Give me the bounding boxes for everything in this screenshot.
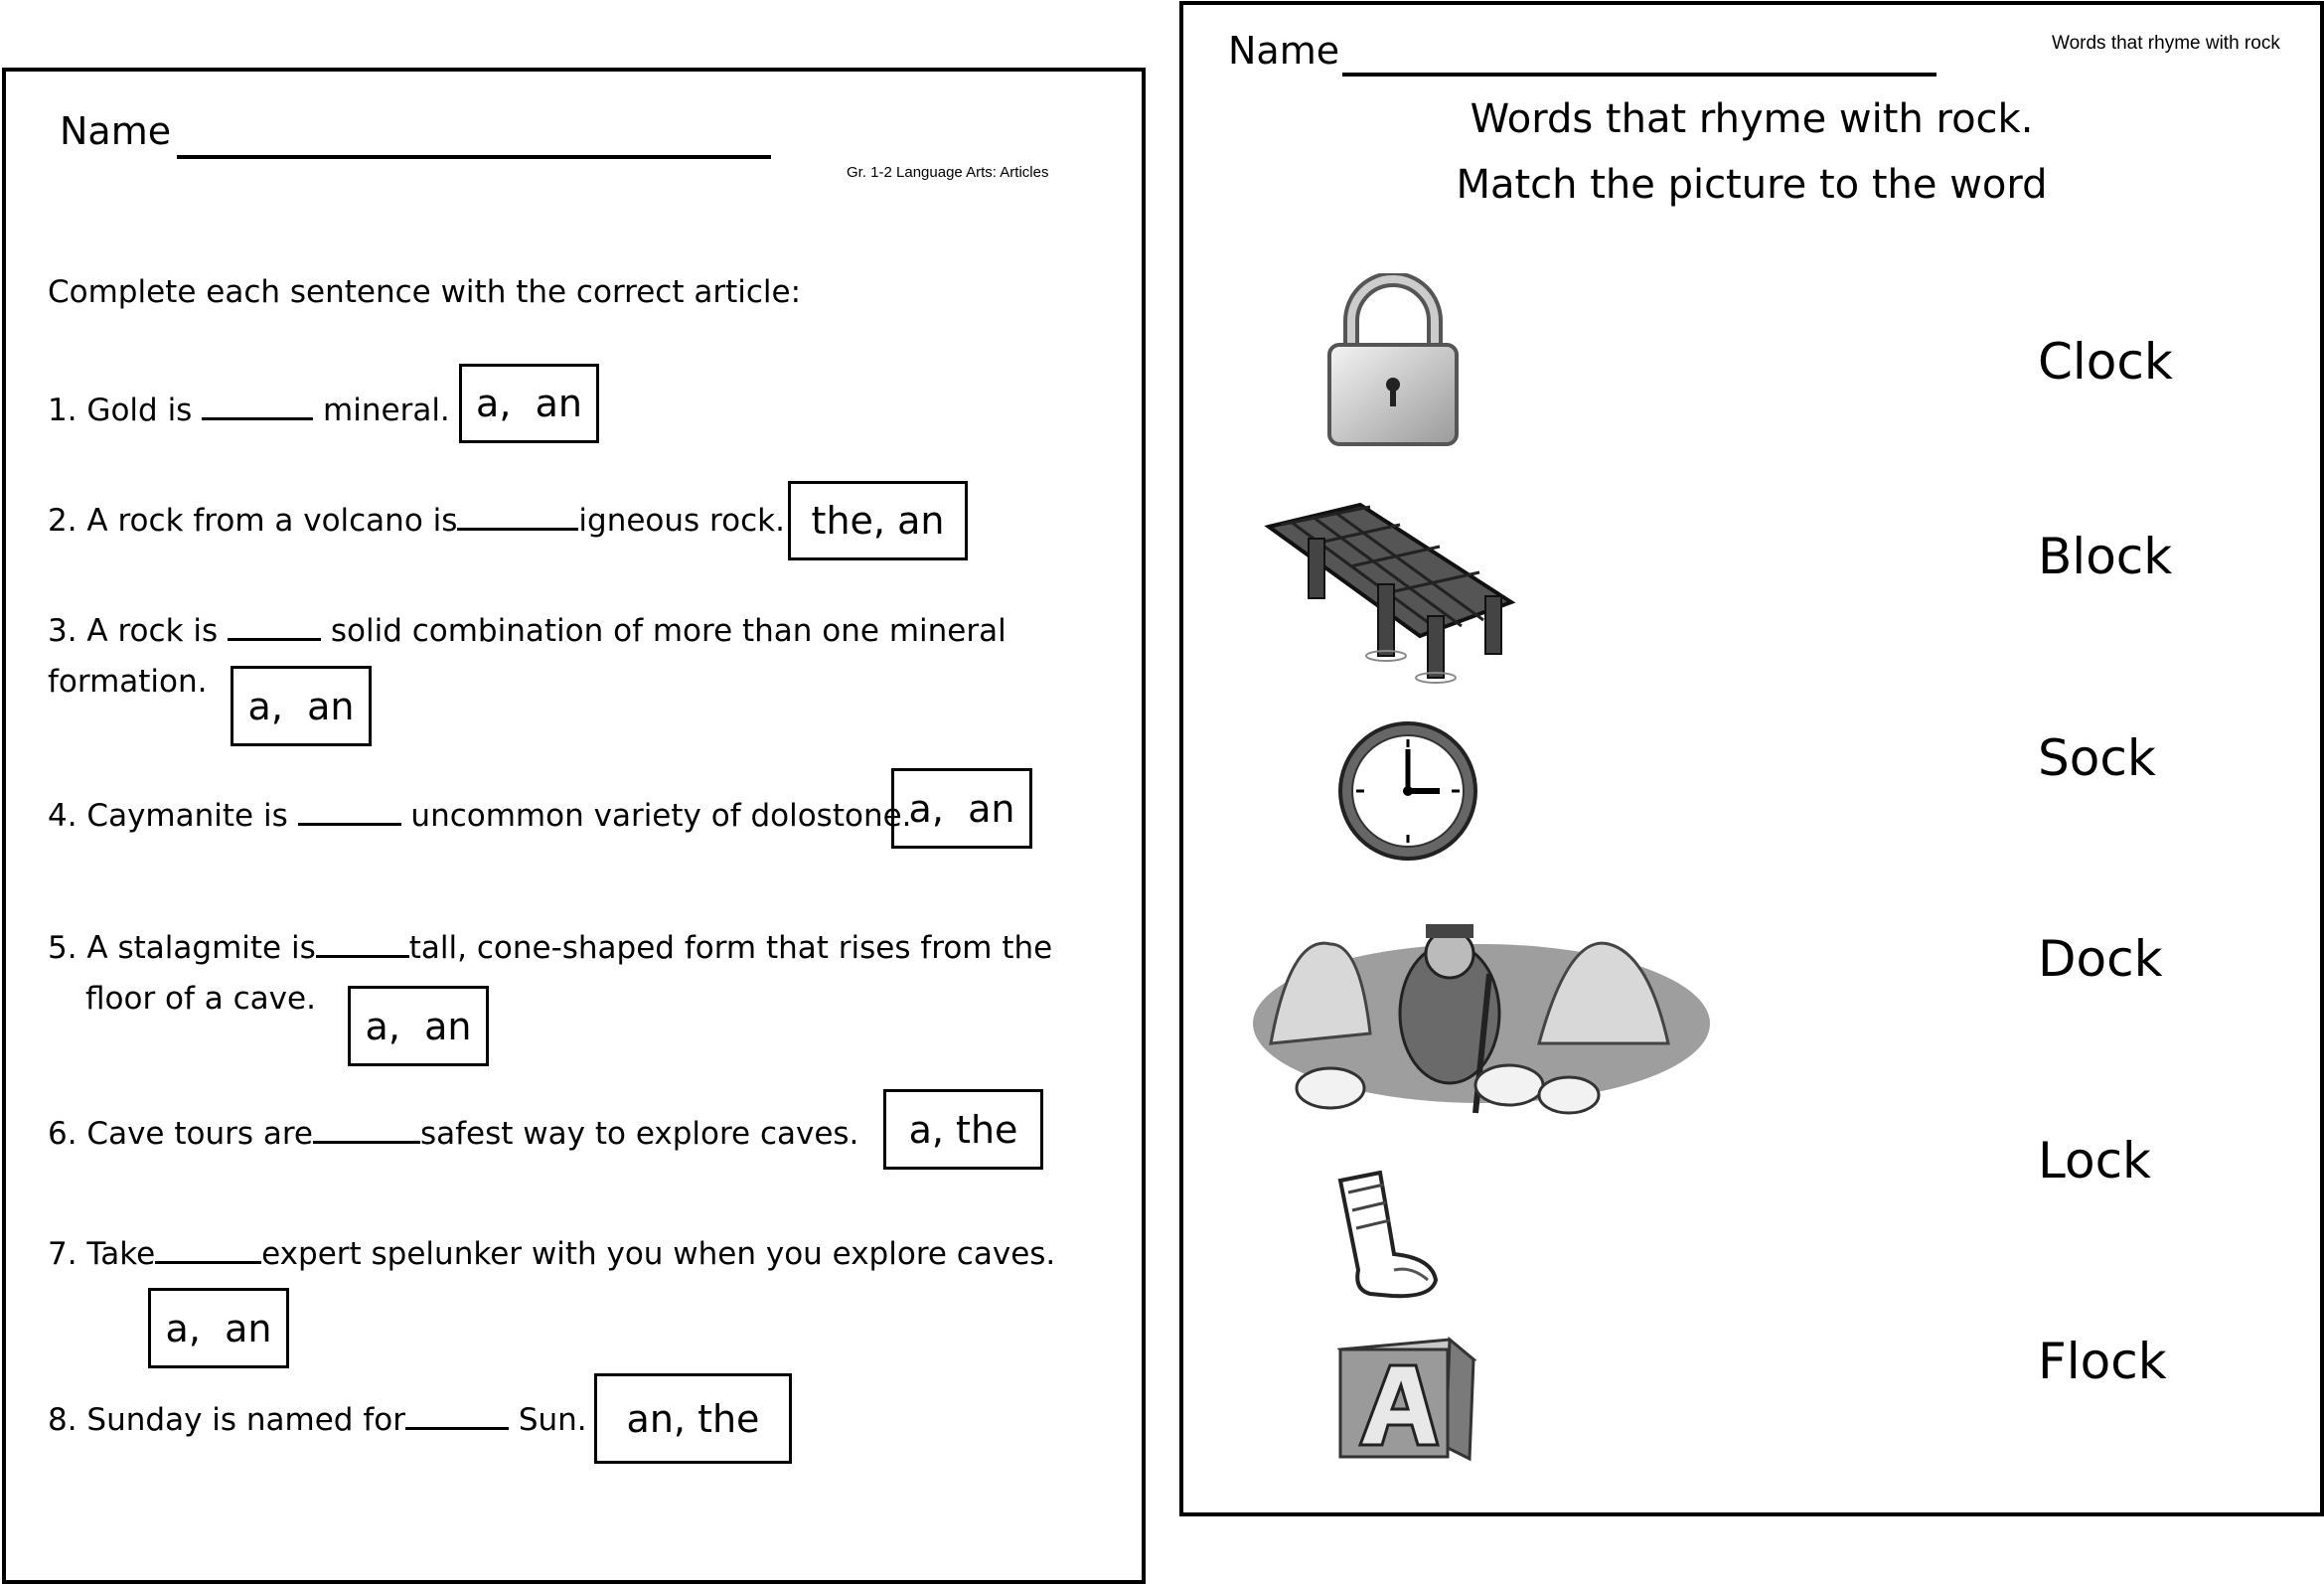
choice-box-6: a, the (883, 1089, 1043, 1170)
sock-icon (1332, 1171, 1442, 1302)
articles-worksheet (2, 68, 1146, 1584)
name-label: Name (60, 109, 172, 153)
question-5: 5. A stalagmite is tall, cone-shaped form that rises from the (48, 927, 1052, 966)
title-line-1: Words that rhyme with rock. (1470, 96, 2034, 142)
answer-blank-5[interactable] (316, 927, 409, 958)
choice-box-2: the, an (788, 481, 968, 560)
word-3: Sock (2038, 729, 2156, 787)
question-2: 2. A rock from a volcano is igneous rock. (48, 500, 785, 539)
name-line (1342, 73, 1937, 77)
choice-box-3: a, an (231, 666, 372, 746)
answer-blank-1[interactable] (202, 390, 313, 420)
answer-blank-4[interactable] (298, 795, 401, 826)
answer-blank-3[interactable] (228, 610, 321, 641)
choice-box-1: a, an (459, 364, 599, 443)
name-label: Name (1228, 29, 1340, 73)
course-label: Gr. 1-2 Language Arts: Articles (847, 164, 1049, 181)
question-4: 4. Caymanite is uncommon variety of dolostone. (48, 795, 912, 834)
choice-box-7: a, an (148, 1288, 289, 1368)
flock-icon (1251, 914, 1712, 1125)
answer-blank-8[interactable] (405, 1399, 509, 1430)
question-5-continued: floor of a cave. (85, 981, 316, 1017)
answer-blank-2[interactable] (457, 500, 578, 531)
question-1: 1. Gold is mineral. (48, 390, 450, 428)
word-6: Flock (2038, 1333, 2167, 1390)
block-icon (1330, 1330, 1479, 1469)
question-7: 7. Take expert spelunker with you when you explore caves. (48, 1233, 1055, 1272)
header-note: Words that rhyme with rock (2052, 33, 2280, 54)
word-1: Clock (2038, 333, 2173, 391)
rhyme-worksheet (1179, 1, 2324, 1516)
clock-icon (1336, 719, 1479, 863)
choice-box-5: a, an (348, 986, 489, 1066)
word-4: Dock (2038, 930, 2163, 988)
choice-box-8: an, the (594, 1373, 792, 1464)
question-8: 8. Sunday is named for Sun. (48, 1399, 587, 1438)
question-3-continued: formation. (48, 664, 208, 700)
question-3: 3. A rock is solid combination of more than one mineral (48, 610, 1007, 649)
answer-blank-7[interactable] (155, 1233, 261, 1264)
name-line (177, 155, 771, 159)
title-line-2: Match the picture to the word (1456, 162, 2048, 208)
dock-icon (1251, 497, 1527, 686)
choice-box-4: a, an (891, 768, 1032, 849)
word-2: Block (2038, 528, 2173, 585)
instruction-text: Complete each sentence with the correct article: (48, 274, 802, 310)
lock-icon (1323, 273, 1463, 448)
word-5: Lock (2038, 1132, 2152, 1189)
question-6: 6. Cave tours are safest way to explore caves. (48, 1113, 858, 1152)
answer-blank-6[interactable] (313, 1113, 420, 1144)
